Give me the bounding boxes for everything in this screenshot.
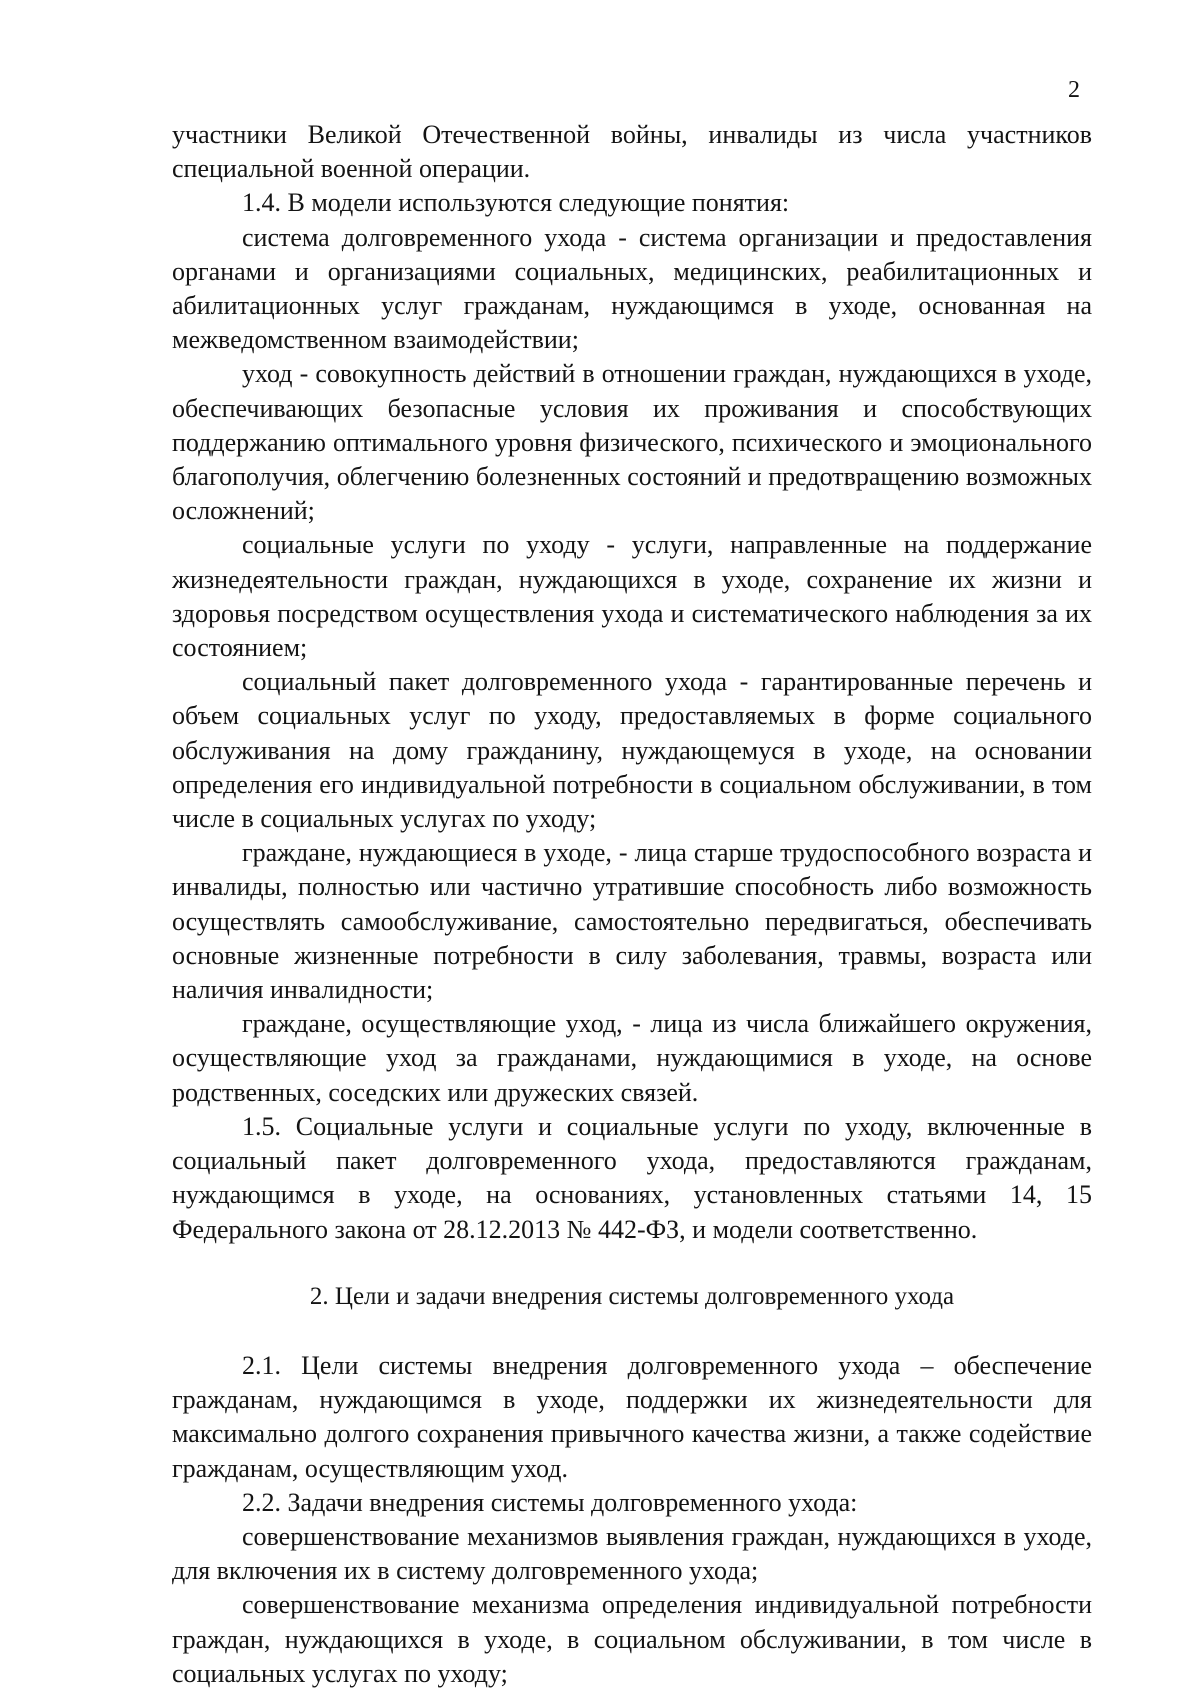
section-heading: 2. Цели и задачи внедрения системы долговременного ухода xyxy=(309,1282,955,1310)
definition-care: уход - совокупность действий в отношении граждан, нуждающихся в уходе, обеспечивающих безопасные условия их проживания и способствующих поддержанию оптимального уровня физического, психического и эмоционального благополучия, облегчению болезненных состояний и предотвращению возможных осложнений; xyxy=(172,359,1092,526)
paragraph-1-5: 1.5. Социальные услуги и социальные услуги по уходу, включенные в социальный пакет долговременного ухода, предоставляются гражданам, нуждающимся в уходе, на основаниях, установленных статьями 14, 15 Федерального закона от 28.12.2013 № 442-ФЗ, и модели соответственно. xyxy=(172,1111,1092,1244)
definition-social-package: социальный пакет долговременного ухода - гарантированные перечень и объем социальных услуг по уходу, предоставляемых в форме социального обслуживания на дому гражданину, нуждающемуся в уходе, на основании определения его индивидуальной потребности в социальном обслуживании, в том числе в социальных услугах по уходу; xyxy=(172,667,1092,834)
paragraph-2-1: 2.1. Цели системы внедрения долговременного ухода – обеспечение гражданам, нуждающимся в уходе, поддержки их жизнедеятельности для максимально долгого сохранения привычного качества жизни, а также содействие гражданам, осуществляющим уход. xyxy=(172,1350,1092,1483)
paragraph-2-2: 2.2. Задачи внедрения системы долговременного ухода: xyxy=(242,1487,858,1517)
definition-care-services: социальные услуги по уходу - услуги, направленные на поддержание жизнедеятельности граждан, нуждающихся в уходе, сохранение их жизни и здоровья посредством осуществления ухода и систематического наблюдения за их состоянием; xyxy=(172,530,1092,663)
task-identification: совершенствование механизмов выявления граждан, нуждающихся в уходе, для включения их в систему долговременного ухода; xyxy=(172,1521,1092,1586)
definition-citizens-in-need: граждане, нуждающиеся в уходе, - лица старше трудоспособного возраста и инвалиды, полностью или частично утратившие способность либо возможность осуществлять самообслуживание, самостоятельно передвигаться, обеспечивать основные жизненные потребности в силу заболевания, травмы, возраста или наличия инвалидности; xyxy=(172,838,1092,1005)
paragraph-1-4: 1.4. В модели используются следующие понятия: xyxy=(242,188,790,218)
definition-ltc-system: система долговременного ухода - система организации и предоставления органами и организациями социальных, медицинских, реабилитационных и абилитационных услуг гражданам, нуждающимся в уходе, основанная на межведомственном взаимодействии; xyxy=(172,222,1092,355)
task-needs-assessment: совершенствование механизма определения индивидуальной потребности граждан, нуждающихся в уходе, в социальном обслуживании, в том числе в социальных услугах по уходу; xyxy=(172,1590,1092,1688)
definition-caregivers: граждане, осуществляющие уход, - лица из числа ближайшего окружения, осуществляющие уход за гражданами, нуждающимися в уходе, на основе родственных, соседских или дружеских связей. xyxy=(172,1009,1092,1107)
document-body xyxy=(172,118,1092,1691)
paragraph-continuation: участники Великой Отечественной войны, инвалиды из числа участников специальной военной операции. xyxy=(172,120,1092,184)
page-number: 2 xyxy=(1068,77,1080,103)
